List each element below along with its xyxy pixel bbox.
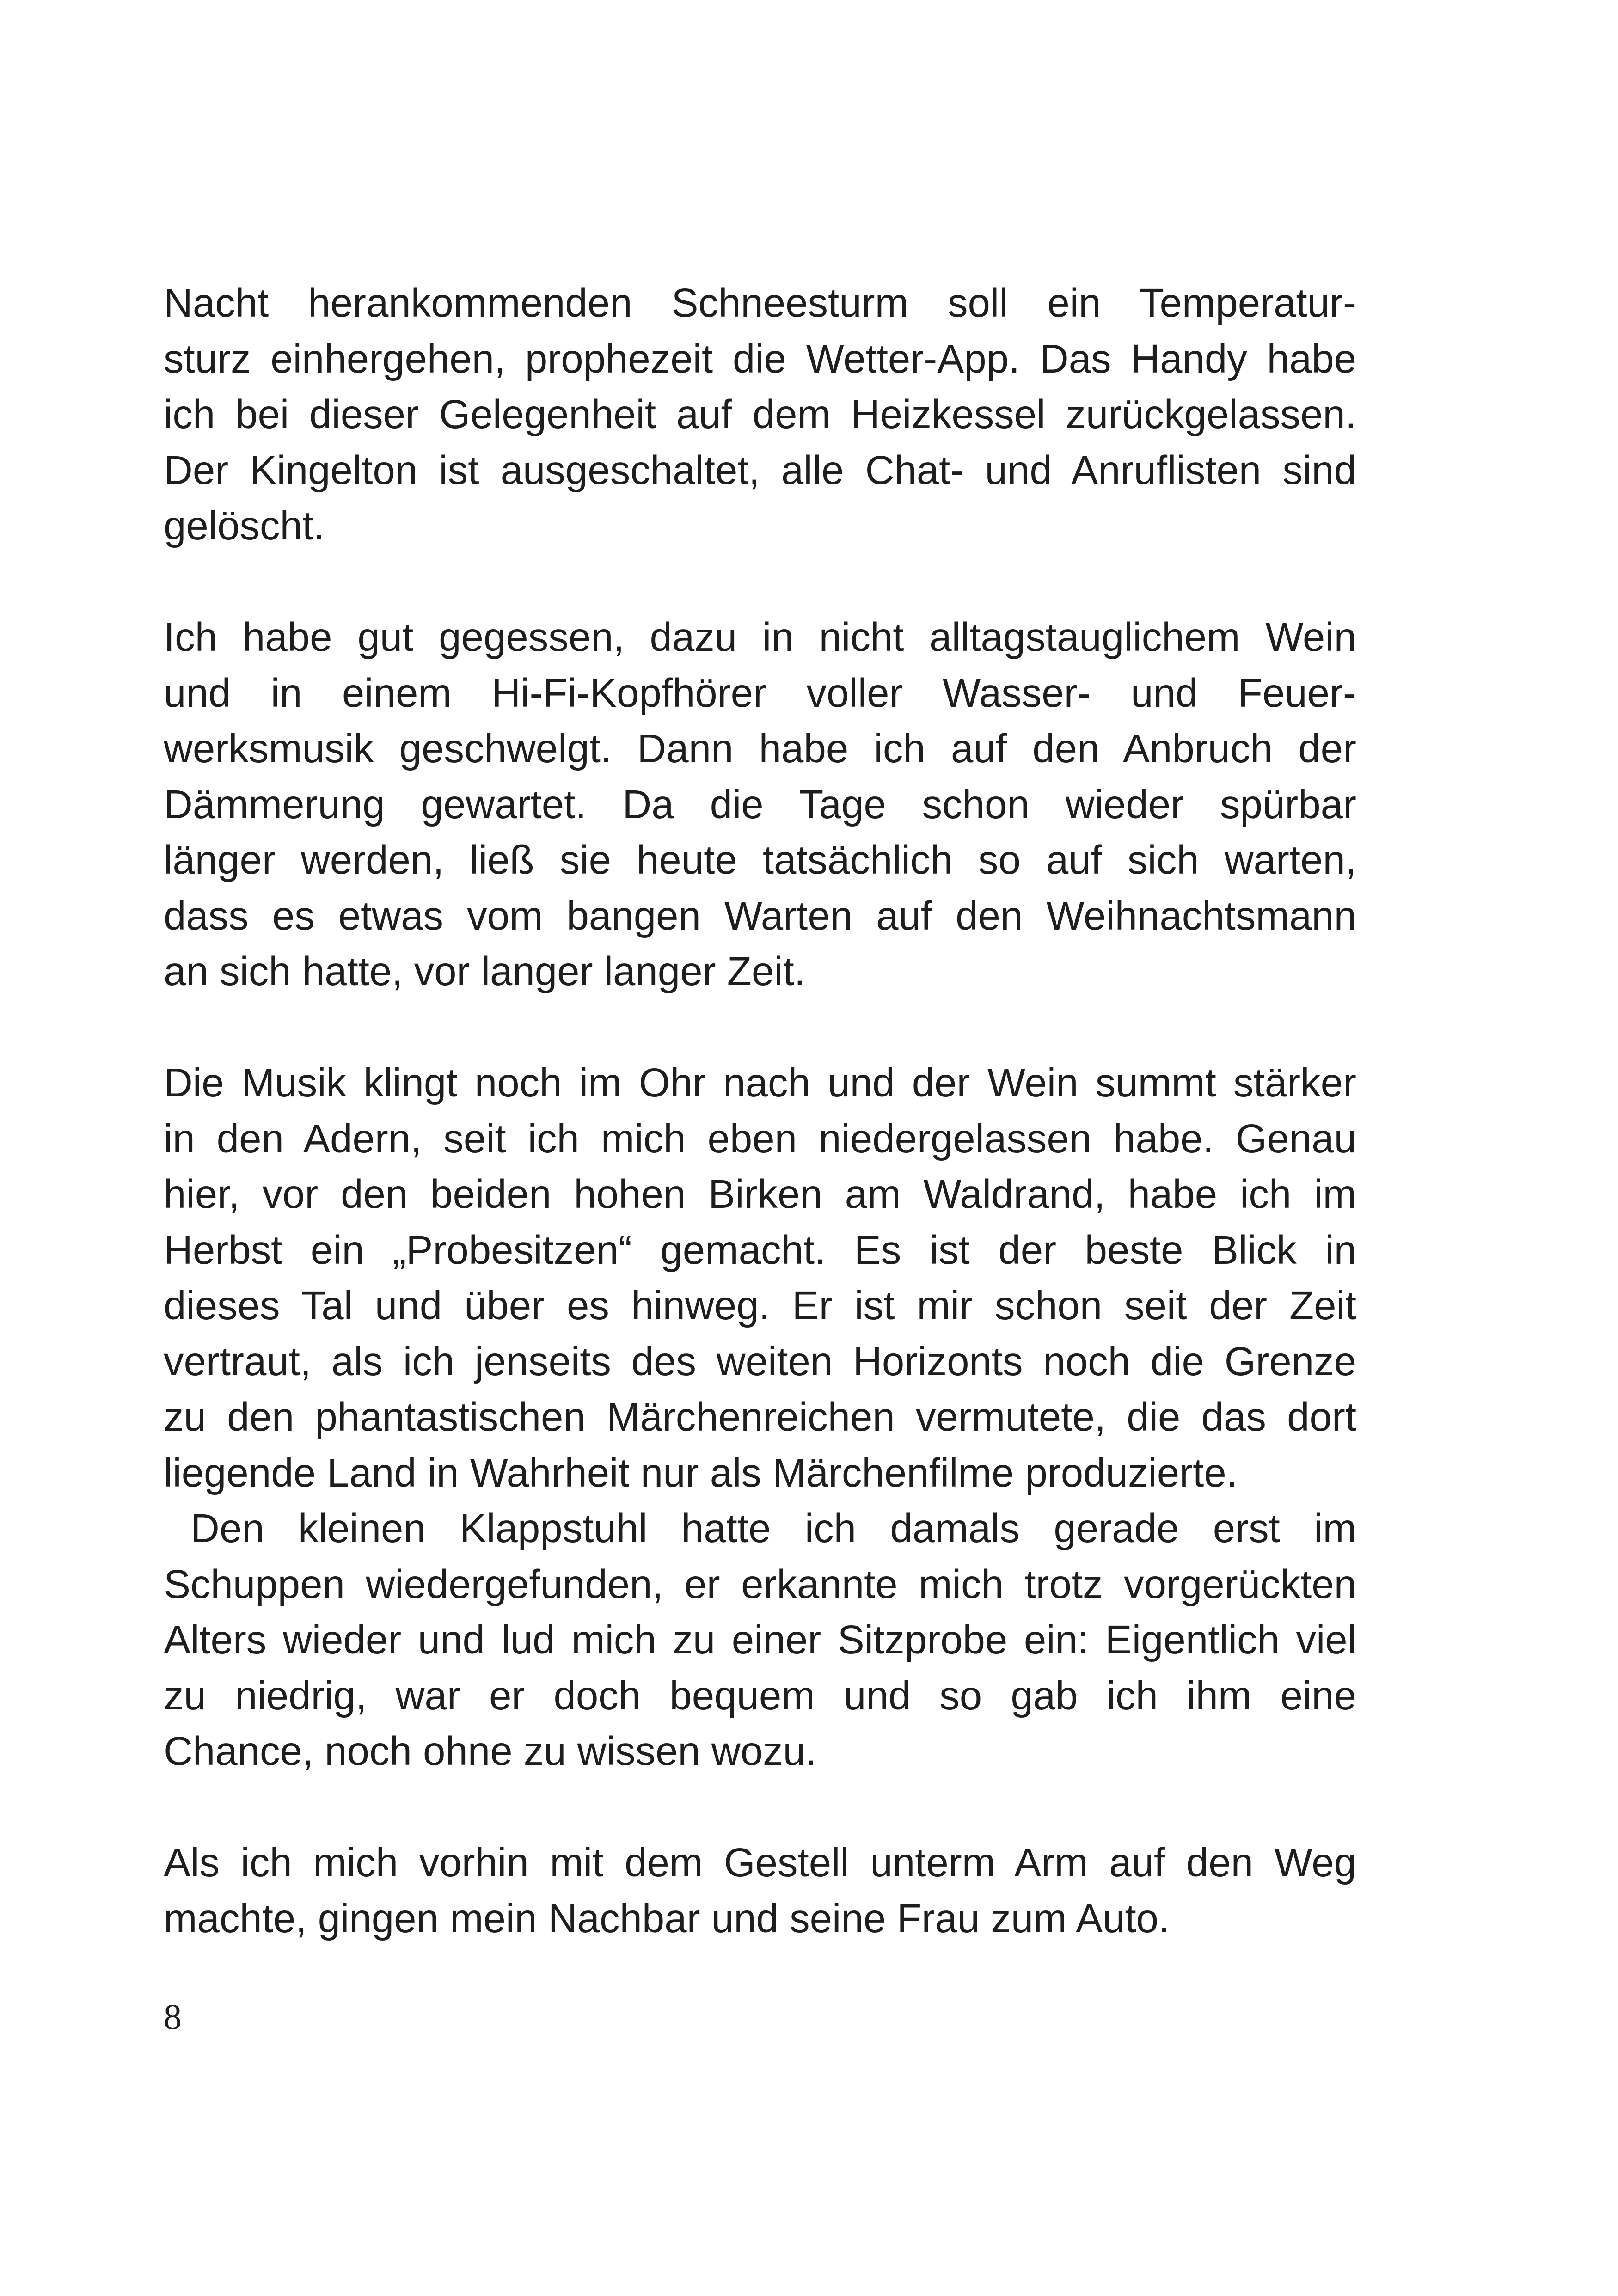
text-line: Alters wieder und lud mich zu einer Sitzprobe ein: Eigentlich viel [164, 1617, 1356, 1662]
text-line: Nacht herankommenden Schneesturm soll ein Temperatur- [164, 281, 1356, 325]
paragraph-2 [164, 610, 1356, 1000]
text-line: Chance, noch ohne zu wissen wozu. [164, 1729, 817, 1774]
text-line: Ich habe gut gegessen, dazu in nicht alltagstauglichem Wein [164, 615, 1356, 660]
text-line: zu niedrig, war er doch bequem und so gab ich ihm eine [164, 1673, 1356, 1718]
paragraph-3 [164, 1055, 1356, 1501]
body-text [164, 276, 1356, 2002]
text-line: sturz einhergehen, prophezeit die Wetter-App. Das Handy habe [164, 336, 1356, 381]
page-number: 8 [164, 1996, 182, 2037]
paragraph-4 [164, 1501, 1356, 1780]
text-line: dieses Tal und über es hinweg. Er ist mir schon seit der Zeit [164, 1283, 1356, 1328]
text-line: Herbst ein „Probesitzen“ gemacht. Es ist der beste Blick in [164, 1227, 1356, 1273]
text-line: in den Adern, seit ich mich eben niedergelassen habe. Genau [164, 1116, 1356, 1161]
text-line: Dämmerung gewartet. Da die Tage schon wieder spürbar [164, 782, 1356, 827]
text-line: länger werden, ließ sie heute tatsächlich so auf sich warten, [164, 838, 1356, 882]
text-line: gelöscht. [164, 503, 325, 548]
text-line: an sich hatte, vor langer langer Zeit. [164, 949, 805, 994]
text-line: machte, gingen mein Nachbar und seine Frau zum Auto. [164, 1896, 1170, 1941]
text-line: hier, vor den beiden hohen Birken am Waldrand, habe ich im [164, 1172, 1356, 1217]
text-line: liegende Land in Wahrheit nur als Märchenfilme produzierte. [164, 1450, 1238, 1495]
text-line: Den kleinen Klappstuhl hatte ich damals gerade erst im [190, 1506, 1356, 1551]
text-line: werksmusik geschwelgt. Dann habe ich auf den Anbruch der [164, 726, 1356, 771]
text-line: zu den phantastischen Märchenreichen vermutete, die das dort [164, 1395, 1356, 1439]
text-line: und in einem Hi-Fi-Kopfhörer voller Wasser- und Feuer- [164, 670, 1356, 716]
text-line: Schuppen wiedergefunden, er erkannte mich trotz vorgerückten [164, 1561, 1356, 1607]
text-line: dass es etwas vom bangen Warten auf den Weihnachtsmann [164, 893, 1356, 938]
text-line: Als ich mich vorhin mit dem Gestell unterm Arm auf den Weg [164, 1840, 1356, 1885]
text-line: ich bei dieser Gelegenheit auf dem Heizkessel zurückgelassen. [164, 392, 1356, 437]
paragraph-5 [164, 1835, 1356, 1947]
text-line: Die Musik klingt noch im Ohr nach und der Wein summt stärker [164, 1060, 1356, 1105]
text-line: vertraut, als ich jenseits des weiten Horizonts noch die Grenze [164, 1339, 1356, 1384]
paragraph-1 [164, 276, 1356, 554]
text-line: Der Kingelton ist ausgeschaltet, alle Chat- und Anruflisten sind [164, 447, 1356, 493]
